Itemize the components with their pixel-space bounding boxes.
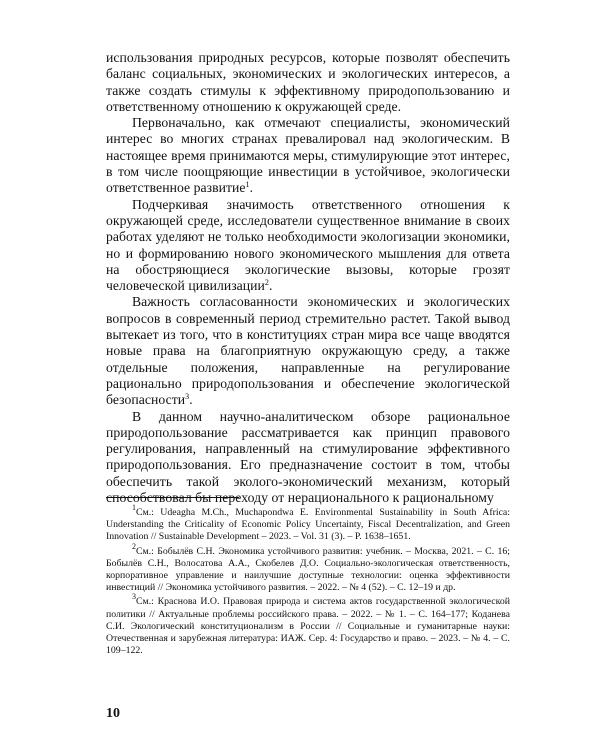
paragraph-2	[106, 115, 510, 196]
paragraph-text: Важность согласованности экономических и экологических вопросов в современный период стремительно растет. Такой вывод вытекает из того, что в конституциях стран мира все чаще вводятся новые права на благоприятную окружающую среду, а также отдельные положения, направленные на регулирование рационально природопользования и обеспечение экологической безопасности	[106, 294, 510, 408]
footnotes	[106, 503, 510, 657]
paragraph-3	[106, 197, 510, 295]
footnote-text: См.: Udeagha M.Ch., Muchapondwa E. Environmental Sustainability in South Africa: Understanding the Criticality of Economic Policy Uncertainty, Fiscal Decentralization, and Green Innovation // Sustainable Development – 2023. – Vol. 31 (3). – P. 1638–1651.	[106, 507, 510, 543]
paragraph-text: Подчеркивая значимость ответственного отношения к окружающей среде, исследователи существенное внимание в своих работах уделяют не только необходимости экологизации экономики, но и формированию нового экономического мышления для ответа на обостряющиеся экологические вызовы, которые грозят человеческой цивилизации	[106, 196, 510, 294]
paragraph-5	[106, 409, 510, 507]
footnote-marker: 1	[132, 503, 136, 512]
body-text	[106, 50, 510, 506]
page-number: 10	[106, 706, 120, 721]
paragraph-4	[106, 294, 510, 408]
paragraph-end: .	[189, 392, 193, 408]
paragraph-1	[106, 50, 510, 115]
footnote-1	[106, 503, 510, 544]
footnote-separator	[106, 497, 239, 498]
footnote-ref-2[interactable]: 2	[264, 278, 269, 288]
paragraph-text: использования природных ресурсов, которые позволят обеспечить баланс социальных, экономических и экологических интересов, а также создать стимулы к эффективному природопользованию и ответственному отношению к окружающей среде.	[106, 50, 510, 114]
paragraph-text: В данном научно-аналитическом обзоре рациональное природопользование рассматривается как принцип правового регулирования, направленный на стимулирование эффективного природопользования. Его предназначение состоит в том, чтобы обеспечить такой эколого-экономический механизм, который способствовал бы переходу от нерационального к рациональному	[106, 408, 510, 506]
footnote-text: См.: Бобылёв С.Н. Экономика устойчивого развития: учебник. – Москва, 2021. – С. 16; Бобылёв С.Н., Волосатова А.А., Скобелев Д.О. Социально-экологическая ответственность, корпоративное управление и наилучшие доступные технологии: оценка эффективности инвестиций // Экономика устойчивого развития. – 2022. – № 4 (52). – С. 12–19 и др.	[106, 545, 510, 594]
footnote-ref-3[interactable]: 3	[185, 392, 190, 402]
paragraph-text: Первоначально, как отмечают специалисты, экономический интерес во многих странах превалировал над экологическим. В настоящее время принимаются меры, стимулирующие этот интерес, в том числе поощряющие инвестиции в устойчивое, экологически ответственное развитие	[106, 115, 510, 196]
paragraph-end: .	[249, 180, 254, 196]
footnote-text: См.: Краснова И.О. Правовая природа и система актов государственной экологической политики // Актуальные проблемы российского права. – 2022. – № 1. – С. 164–177; Коданева С.И. Экологический конституционализм в России // Социальные и гуманитарные науки: Отечественная и зарубежная литература: ИАЖ. Сер. 4: Государство и право. – 2023. – № 4. – С. 109–122.	[106, 596, 510, 657]
paragraph-end: .	[268, 278, 273, 294]
footnote-marker: 3	[132, 592, 136, 602]
footnote-3	[106, 592, 510, 657]
footnote-ref-1[interactable]: 1	[245, 180, 250, 190]
footnote-marker: 2	[132, 541, 136, 551]
footnote-2	[106, 541, 510, 595]
